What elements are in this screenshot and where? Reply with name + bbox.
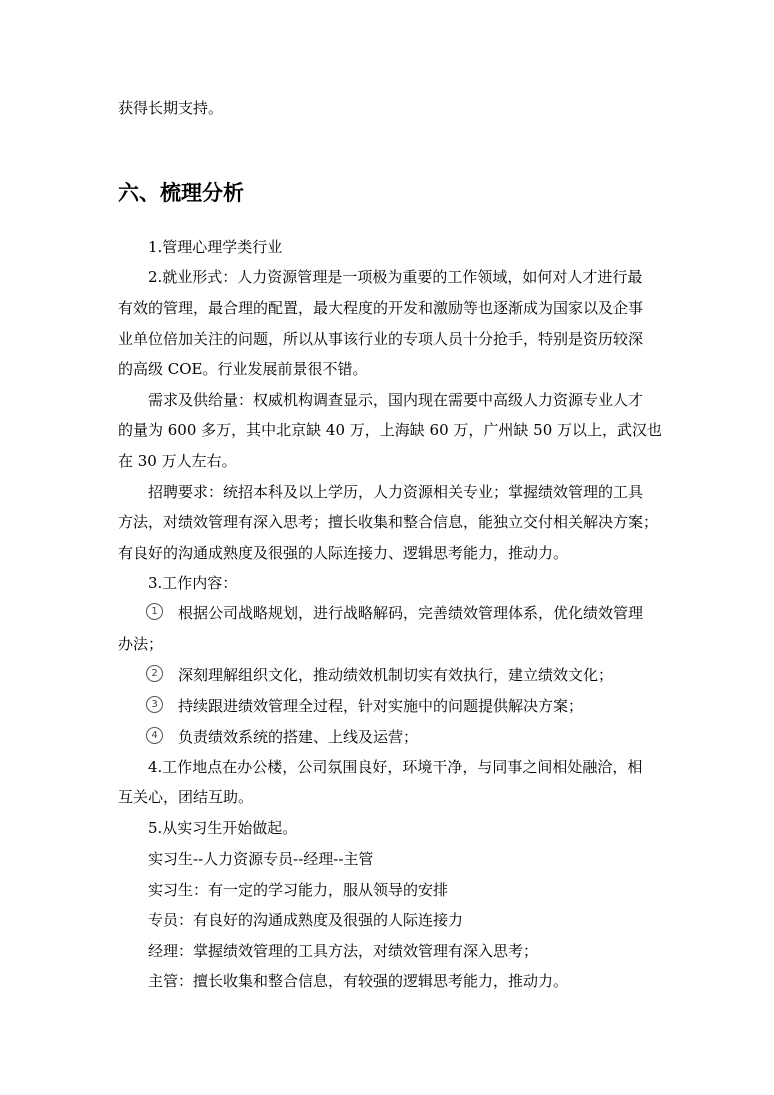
paragraph-line: 有良好的沟通成熟度及很强的人际连接力、逻辑思考能力，推动力。	[118, 544, 569, 562]
list-item: 负责绩效系统的搭建、上线及运营；	[178, 728, 419, 746]
paragraph-line: 3.工作内容：	[148, 574, 238, 592]
paragraph-line: 有效的管理，最合理的配置，最大程度的开发和激励等也逐渐成为国家以及企事	[118, 299, 644, 317]
list-item: 深刻理解组织文化，推动绩效机制切实有效执行，建立绩效文化；	[178, 666, 614, 684]
paragraph-line: 方法，对绩效管理有深入思考；擅长收集和整合信息，能独立交付相关解决方案；	[118, 513, 659, 531]
paragraph-line: 在 30 万人左右。	[118, 452, 237, 470]
paragraph-line: 实习生：有一定的学习能力，服从领导的安排	[148, 881, 449, 899]
paragraph-line: 获得长期支持。	[118, 99, 224, 117]
paragraph-line: 5.从实习生开始做起。	[148, 819, 298, 837]
section-heading: 六、梳理分析	[118, 181, 244, 205]
list-item: 根据公司战略规划，进行战略解码，完善绩效管理体系，优化绩效管理	[178, 604, 644, 622]
list-item: 持续跟进绩效管理全过程，针对实施中的问题提供解决方案；	[178, 697, 584, 715]
paragraph-line: 4.工作地点在办公楼，公司氛围良好，环境干净，与同事之间相处融洽，相	[148, 758, 643, 776]
circled-number-3: 3	[146, 696, 163, 713]
paragraph-line: 2.就业形式：人力资源管理是一项极为重要的工作领域，如何对人才进行最	[148, 268, 643, 286]
paragraph-line: 专员：有良好的沟通成熟度及很强的人际连接力	[148, 911, 464, 929]
list-item-continuation: 办法；	[118, 635, 164, 653]
paragraph-line: 需求及供给量：权威机构调查显示，国内现在需要中高级人力资源专业人才	[148, 391, 644, 409]
paragraph-line: 业单位倍加关注的问题，所以从事该行业的专项人员十分抢手，特别是资历较深	[118, 330, 644, 348]
circled-number-4: 4	[146, 727, 163, 744]
paragraph-line: 1.管理心理学类行业	[148, 238, 283, 256]
circled-number-2: 2	[146, 665, 163, 682]
paragraph-line: 主管：擅长收集和整合信息，有较强的逻辑思考能力，推动力。	[148, 972, 569, 990]
circled-number-1: 1	[146, 603, 163, 620]
paragraph-line: 的量为 600 多万，其中北京缺 40 万，上海缺 60 万，广州缺 50 万以上，武汉也	[118, 421, 663, 439]
paragraph-line: 互关心，团结互助。	[118, 788, 254, 806]
paragraph-line: 招聘要求：统招本科及以上学历，人力资源相关专业；掌握绩效管理的工具	[148, 483, 644, 501]
paragraph-line: 的高级 COE。行业发展前景很不错。	[118, 360, 368, 378]
paragraph-line: 实习生--人力资源专员--经理--主管	[148, 850, 374, 868]
paragraph-line: 经理：掌握绩效管理的工具方法，对绩效管理有深入思考；	[148, 942, 539, 960]
